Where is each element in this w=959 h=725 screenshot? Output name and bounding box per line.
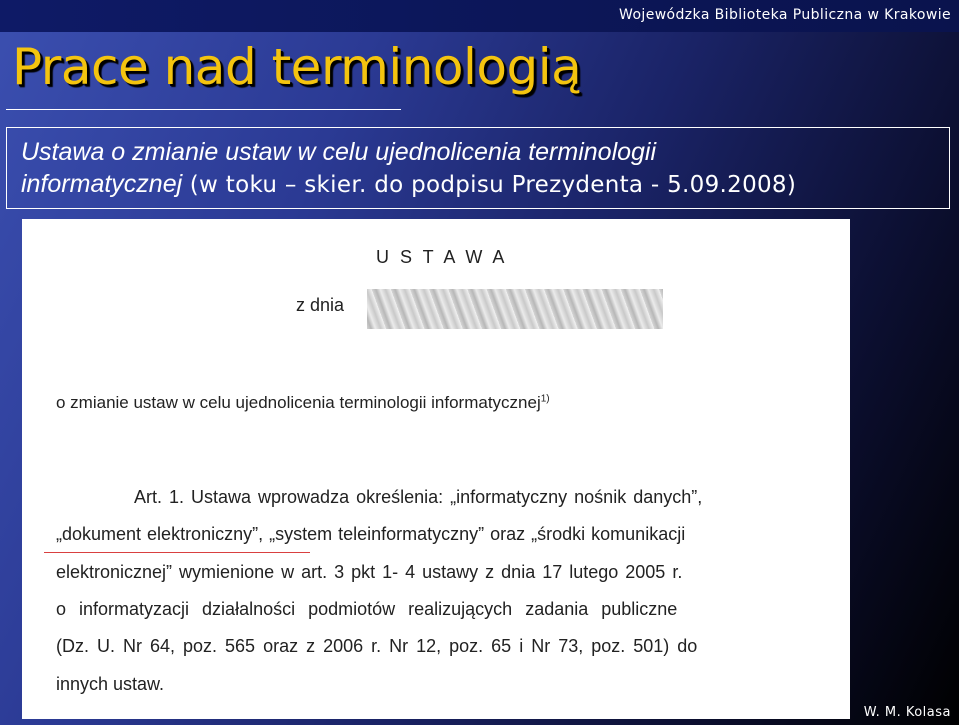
subtitle-box (6, 127, 950, 209)
document-scan (22, 219, 850, 719)
date-label: z dnia (296, 295, 345, 315)
article-line: (Dz. U. Nr 64, poz. 565 oraz z 2006 r. Nr 12, poz. 65 i Nr 73, poz. 501) do (56, 636, 698, 656)
document-subject (56, 393, 550, 413)
article-line: o informatyzacji działalności podmiotów realizujących zadania publiczne (56, 599, 678, 619)
subtitle-text-1: Ustawa o zmianie ustaw w celu ujednolicenia terminologii (21, 138, 657, 166)
library-name: Wojewódzka Biblioteka Publiczna w Krakowie (619, 7, 951, 23)
header-bar (0, 0, 959, 32)
subtitle-line-2 (21, 170, 796, 199)
article-line: elektronicznej” wymienione w art. 3 pkt 1- 4 ustawy z dnia 17 lutego 2005 r. (56, 562, 683, 582)
article-line: innych ustaw. (56, 674, 165, 694)
article-line: „dokument elektroniczny”, „system teleinformatyczny” oraz „środki komunikacji (56, 524, 686, 544)
subtitle-line-1 (21, 138, 656, 167)
slide-title: Prace nad terminologią (12, 38, 582, 96)
document-heading: U S T A W A (376, 247, 508, 267)
red-underline (44, 552, 310, 553)
author-credit: W. M. Kolasa (863, 705, 951, 720)
subtitle-text-2-status: (w toku – skier. do podpisu Prezydenta - 5.09.2008) (182, 172, 797, 198)
article-line: Art. 1. Ustawa wprowadza określenia: „informatyczny nośnik danych”, (134, 487, 703, 507)
document-subject-text: o zmianie ustaw w celu ujednolicenia terminologii informatycznej (56, 393, 541, 412)
title-underline (6, 109, 401, 110)
date-redaction (367, 289, 663, 329)
subtitle-text-2-italic: informatycznej (21, 170, 183, 198)
footnote-marker: 1) (540, 393, 550, 405)
